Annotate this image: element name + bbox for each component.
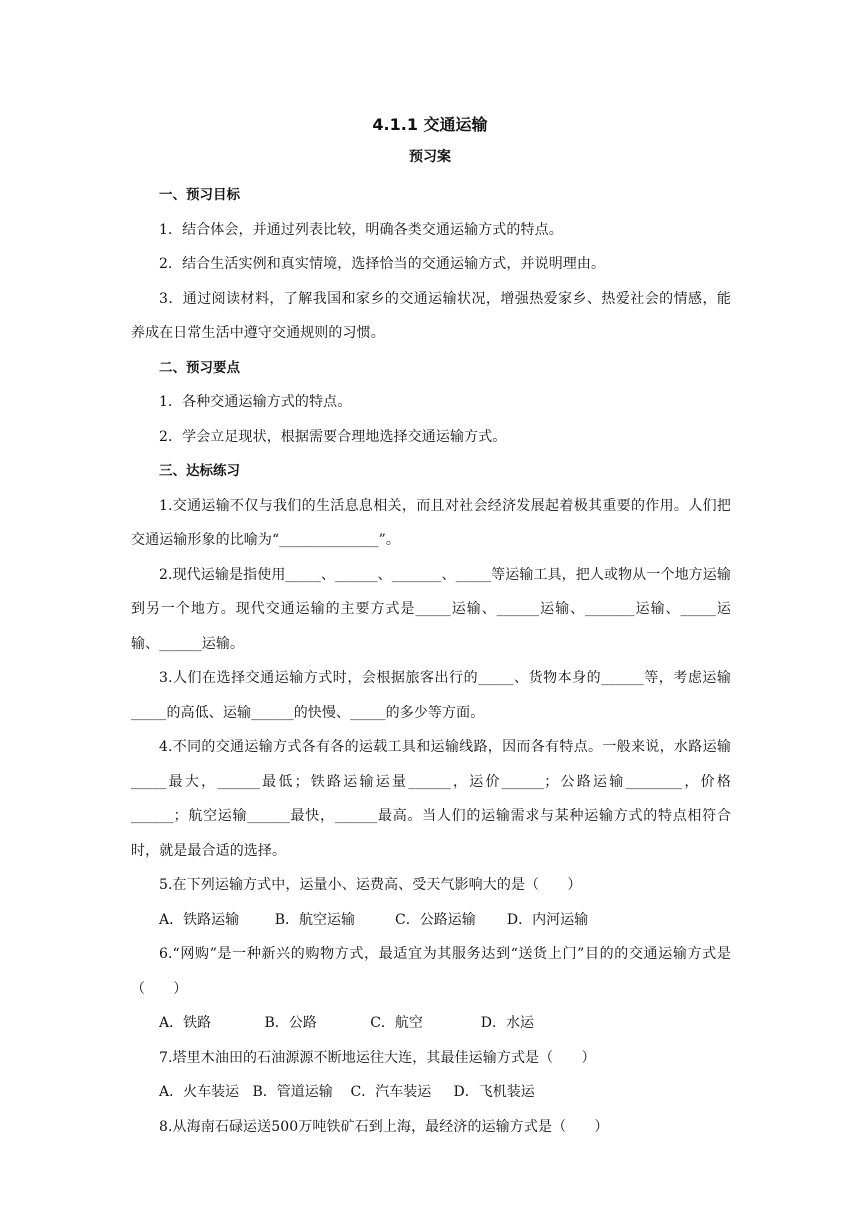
exercise-item: 2.现代运输是指使用_____、______、_______、_____等运输工具，把人或物从一个地方运输到另一个地方。现代交通运输的主要方式是_____运输、______运输、_______运输、_____运输、______运输。	[131, 566, 731, 652]
exercise-options: A．铁路运输 B．航空运输 C．公路运输 D．内河运输	[159, 911, 589, 928]
exercise-item: 6.“网购”是一种新兴的购物方式，最适宜为其服务达到“送货上门”目的的交通运输方式是（ ）	[131, 946, 731, 997]
exercise-options: A．铁路 B．公路 C．航空 D．水运	[159, 1015, 534, 1031]
goal-item: 3．通过阅读材料，了解我国和家乡的交通运输状况，增强热爱家乡、热爱社会的情感，能养成在日常生活中遵守交通规则的习惯。	[131, 290, 731, 341]
section-heading-key-points: 二、预习要点	[159, 359, 240, 376]
document-body	[131, 178, 731, 1144]
goal-item: 2．结合生活实例和真实情境，选择恰当的交通运输方式，并说明理由。	[159, 256, 606, 272]
exercise-item: 1.交通运输不仅与我们的生活息息相关，而且对社会经济发展起着极其重要的作用。人们把交通运输形象的比喻为“______________”。	[131, 497, 731, 548]
document-subtitle: 预习案	[409, 149, 451, 165]
goal-item: 1．结合体会，并通过列表比较，明确各类交通运输方式的特点。	[159, 221, 563, 238]
exercise-item: 3.人们在选择交通运输方式时，会根据旅客出行的_____、货物本身的______等，考虑运输_____的高低、运输______的快慢、_____的多少等方面。	[131, 670, 731, 721]
key-point-item: 2．学会立足现状，根据需要合理地选择交通运输方式。	[159, 428, 507, 445]
key-point-item: 1．各种交通运输方式的特点。	[159, 394, 352, 410]
section-heading-exercises: 三、达标练习	[159, 463, 240, 479]
exercise-item: 7.塔里木油田的石油源源不断地运往大连，其最佳运输方式是（ ）	[159, 1049, 596, 1066]
exercise-item: 8.从海南石碌运送500万吨铁矿石到上海，最经济的运输方式是（ ）	[159, 1118, 609, 1135]
exercise-item: 5.在下列运输方式中，运量小、运费高、受天气影响大的是（ ）	[159, 877, 582, 893]
section-heading-goals: 一、预习目标	[159, 187, 240, 203]
document-title: 4.1.1 交通运输	[372, 115, 488, 134]
exercise-options: A．火车装运 B．管道运输 C．汽车装运 D．飞机装运	[159, 1084, 535, 1100]
exercise-item: 4.不同的交通运输方式各有各的运载工具和运输线路，因而各有特点。一般来说，水路运输_____最大，______最低；铁路运输运量______，运价______；公路运输________，价格______；航空运输______最快，______最高。当人们的运输需求与某种运输方式的特点相符合时，就是最合适的选择。	[131, 739, 731, 859]
